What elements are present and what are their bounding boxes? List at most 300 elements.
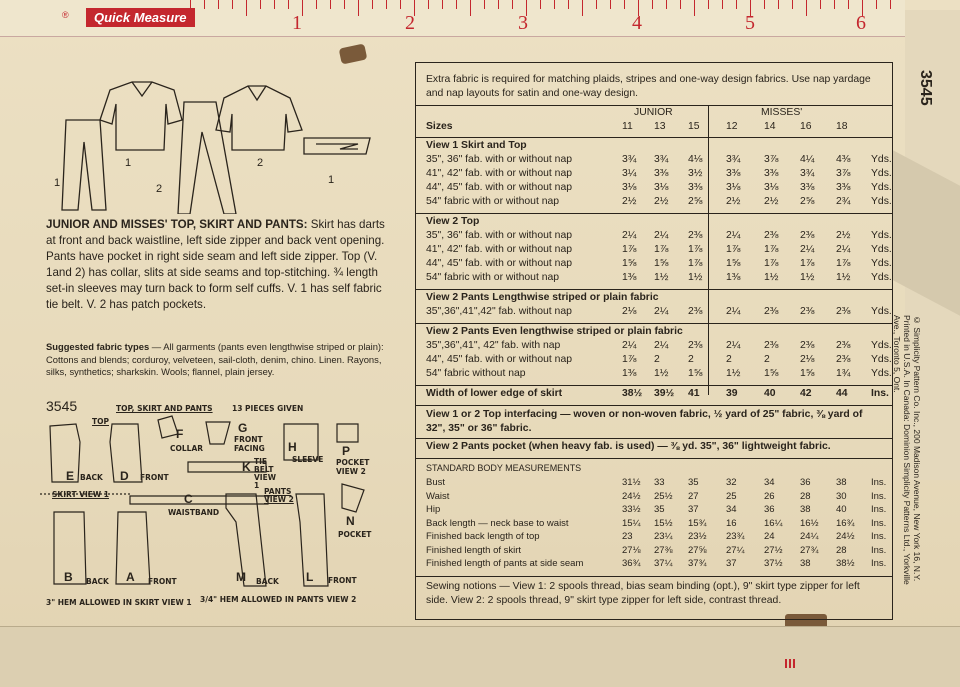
row-value: 34 <box>726 504 737 515</box>
row-value: 41 <box>688 388 700 399</box>
row-value: 1⅜ <box>622 272 637 283</box>
rule-line <box>416 576 892 577</box>
piece-label: POCKET VIEW 2 <box>336 458 370 476</box>
size-value: 11 <box>622 121 633 132</box>
row-value: 3¾ <box>654 154 669 165</box>
piece-letter: L <box>306 570 314 584</box>
row-value: 40 <box>836 504 847 515</box>
piece-label: BACK <box>86 577 109 586</box>
piece-letter: E <box>66 469 75 483</box>
ruler-tick <box>288 0 289 9</box>
row-value: 1⅞ <box>764 244 779 255</box>
ruler-tick <box>344 0 345 9</box>
ruler-tick <box>680 0 681 9</box>
row-value: 1⅝ <box>654 258 669 269</box>
ruler-number: 2 <box>405 12 415 34</box>
row-label: 44", 45" fab. with or without nap <box>426 258 573 269</box>
figure-label: 2 <box>257 157 264 169</box>
row-value: 36¾ <box>622 558 641 569</box>
size-value: 13 <box>654 121 666 132</box>
rule-line <box>416 405 892 406</box>
pattern-description <box>46 217 392 313</box>
row-value: 3⅞ <box>764 154 779 165</box>
row-label: 35", 36" fab. with or without nap <box>426 230 573 241</box>
row-value: 32 <box>726 477 737 488</box>
row-value: 1⅝ <box>622 258 637 269</box>
row-value: 44 <box>836 388 848 399</box>
piece-label: FRONT <box>328 576 357 585</box>
row-value: 38 <box>800 558 811 569</box>
row-value: 1½ <box>800 272 815 283</box>
piece-letter: B <box>64 570 73 584</box>
piece-label: TIE BELT VIEW 1 <box>254 457 276 490</box>
suggested-text: — All garments (pants even lengthwise striped or plain): Cottons and blends; corduroy, velveteen, sail-cloth, denim, chino. Linen. Rayons, silks, synthetics; sharkskin. Wools; flannel, plain jersey. <box>46 341 384 377</box>
row-value: 3¾ <box>622 154 637 165</box>
row-value: 33 <box>654 477 665 488</box>
section-title: View 2 Top <box>426 216 480 227</box>
ruler-number: 6 <box>856 12 866 34</box>
row-value: 2⅜ <box>800 340 815 351</box>
row-value: 2⅜ <box>688 230 703 241</box>
row-unit: Yds. <box>871 182 892 193</box>
ruler-tick <box>358 0 359 16</box>
row-value: 27 <box>688 490 699 502</box>
row-value: 25½ <box>654 490 673 502</box>
row-value: 3⅛ <box>654 182 669 193</box>
row-value: 1½ <box>654 368 669 379</box>
ruler-tick <box>190 0 191 16</box>
ruler-tick <box>232 0 233 9</box>
row-label: Finished back length of top <box>426 531 540 542</box>
chart-data-row <box>426 388 889 402</box>
row-value: 2⅜ <box>688 340 703 351</box>
ruler-tick <box>834 0 835 9</box>
row-value: 15½ <box>654 517 673 529</box>
body-row <box>426 558 886 572</box>
row-label: Bust <box>426 477 446 488</box>
row-label: 41", 42" fab. with or without nap <box>426 244 573 255</box>
row-value: 27½ <box>764 544 783 556</box>
body-row <box>426 504 886 518</box>
row-value: 1⅜ <box>622 368 637 379</box>
row-value: 3⅜ <box>836 182 851 193</box>
row-value: 2⅝ <box>800 196 815 207</box>
size-value: 18 <box>836 121 848 132</box>
row-label: 44", 45" fab. with or without nap <box>426 354 573 365</box>
body-row <box>426 545 886 559</box>
red-marks <box>785 659 797 668</box>
section-title: View 2 Pants Lengthwise striped or plain fabric <box>426 292 659 303</box>
row-label: 54" fabric with or without nap <box>426 196 560 207</box>
row-value: 1⅝ <box>688 368 703 379</box>
garment-sketches <box>40 72 400 214</box>
row-label: 35",36",41",42" fab. without nap <box>426 306 572 317</box>
row-value: 27⅜ <box>654 544 673 556</box>
row-value: 1½ <box>688 272 703 283</box>
row-label: 54" fabric without nap <box>426 368 526 379</box>
row-value: 1⅞ <box>688 258 703 269</box>
row-value: 1½ <box>836 272 851 283</box>
row-value: 2¼ <box>622 230 637 241</box>
ruler-tick <box>666 0 667 9</box>
chart-data-row <box>426 258 892 272</box>
rule-line <box>416 458 892 459</box>
chart-data-row <box>426 272 892 286</box>
row-label: Finished length of pants at side seam <box>426 558 584 569</box>
row-value: 23 <box>622 531 633 542</box>
row-value: 35 <box>654 504 665 515</box>
row-value: 2¼ <box>654 340 669 351</box>
ruler-tick <box>386 0 387 9</box>
row-value: 23½ <box>688 531 707 542</box>
row-value: 3⅛ <box>622 182 637 193</box>
piece-letter: G <box>238 421 248 435</box>
skirt-heading: SKIRT VIEW 1 <box>52 490 109 499</box>
row-unit: Yds. <box>871 196 892 207</box>
yardage-chart <box>415 62 893 620</box>
row-label: 35", 36" fab. with or without nap <box>426 154 573 165</box>
row-label: Width of lower edge of skirt <box>426 388 563 399</box>
row-value: 28 <box>836 544 847 556</box>
row-value: 2 <box>726 354 732 365</box>
row-value: 2⅛ <box>622 306 637 317</box>
row-value: 24½ <box>836 531 855 542</box>
piece-letter: M <box>236 570 246 584</box>
ruler-tick <box>708 0 709 9</box>
row-value: 2⅜ <box>800 306 815 317</box>
row-value: 1⅞ <box>622 354 637 365</box>
row-value: 28 <box>800 490 811 502</box>
piece-letter: D <box>120 469 129 483</box>
piece-label: FRONT <box>140 473 169 482</box>
body-row <box>426 491 886 505</box>
row-value: 37¾ <box>688 558 707 569</box>
row-value: 1¾ <box>836 368 851 379</box>
row-value: 1½ <box>726 368 741 379</box>
row-value: 25 <box>726 490 737 502</box>
ruler-tick <box>806 0 807 16</box>
row-value: 4¼ <box>800 154 815 165</box>
rule-line <box>416 438 892 439</box>
ruler-number: 1 <box>292 12 302 34</box>
row-value: 3⅛ <box>726 182 741 193</box>
piece-letter: F <box>176 427 184 441</box>
row-value: 2¼ <box>726 340 741 351</box>
row-label: Waist <box>426 490 450 502</box>
row-value: 37 <box>726 558 737 569</box>
row-value: 16½ <box>800 517 819 529</box>
ruler-tick <box>568 0 569 9</box>
row-value: 2⅜ <box>764 230 779 241</box>
ruler-tick <box>848 0 849 9</box>
ruler-label: Quick Measure <box>86 8 195 27</box>
row-value: 1⅞ <box>836 258 851 269</box>
piece-letter: P <box>342 444 351 458</box>
ruler-tick <box>330 0 331 9</box>
piece-label: COLLAR <box>170 444 204 453</box>
row-value: 2⅜ <box>836 340 851 351</box>
row-value: 2¼ <box>800 244 815 255</box>
row-value: 3½ <box>688 168 703 179</box>
chart-data-row <box>426 368 892 382</box>
ruler-tick <box>400 0 401 9</box>
row-value: 23¾ <box>726 531 745 542</box>
row-value: 38½ <box>622 388 643 399</box>
hem-note-skirt: 3" HEM ALLOWED IN SKIRT VIEW 1 <box>46 598 192 607</box>
row-label: Back length — neck base to waist <box>426 517 569 529</box>
chart-data-row <box>426 182 892 196</box>
pattern-number-side: 3545 <box>917 70 934 106</box>
row-value: 1⅞ <box>800 258 815 269</box>
row-label: 35",36",41", 42" fab. with nap <box>426 340 561 351</box>
row-value: 16 <box>726 517 737 529</box>
row-value: 37 <box>688 504 699 515</box>
ruler-tick <box>792 0 793 9</box>
row-value: 1½ <box>654 272 669 283</box>
row-value: 30 <box>836 490 847 502</box>
misses-header: MISSES' <box>761 107 803 118</box>
row-unit: Yds. <box>871 168 892 179</box>
row-value: 2 <box>688 354 694 365</box>
row-value: 36 <box>800 477 811 488</box>
row-value: 2⅜ <box>688 306 703 317</box>
row-value: 2¼ <box>836 244 851 255</box>
row-value: 2⅜ <box>764 306 779 317</box>
ruler-tick <box>652 0 653 9</box>
body-row <box>426 518 886 532</box>
piece-label: BACK <box>256 577 279 586</box>
row-value: 2⅜ <box>836 306 851 317</box>
piece-letter: K <box>242 460 251 474</box>
size-value: 14 <box>764 121 776 132</box>
row-label: 54" fabric with or without nap <box>426 272 560 283</box>
row-unit: Ins. <box>871 388 889 399</box>
row-value: 1⅝ <box>800 368 815 379</box>
row-value: 3¼ <box>622 168 637 179</box>
row-value: 37¼ <box>654 558 673 569</box>
ruler-tick <box>372 0 373 9</box>
row-value: 3⅜ <box>800 182 815 193</box>
rule-line <box>416 105 892 106</box>
row-value: 3⅜ <box>688 182 703 193</box>
ruler-tick <box>890 0 891 9</box>
ruler-tick <box>456 0 457 9</box>
row-value: 15¾ <box>688 517 707 529</box>
row-value: 3⅜ <box>654 168 669 179</box>
chart-data-row <box>426 306 892 320</box>
row-value: 27⅝ <box>688 544 707 556</box>
row-unit: Ins. <box>871 558 887 569</box>
body-row <box>426 531 886 545</box>
row-value: 2¼ <box>622 340 637 351</box>
row-label: Finished length of skirt <box>426 544 522 556</box>
ruler-tick <box>764 0 765 9</box>
row-value: 2 <box>764 354 770 365</box>
ruler-tick <box>694 0 695 16</box>
row-unit: Ins. <box>871 477 887 488</box>
interfacing-note: View 1 or 2 Top interfacing — woven or non-woven fabric, ½ yard of 25" fabric, ⅜ yard of 32", 35" or 36" fabric. <box>426 409 863 434</box>
ruler-tick <box>876 0 877 9</box>
size-value: 15 <box>688 121 700 132</box>
ruler-number: 3 <box>518 12 528 34</box>
row-value: 2 <box>654 354 660 365</box>
section-title: View 2 Pants Even lengthwise striped or plain fabric <box>426 326 683 337</box>
row-value: 16¾ <box>836 517 855 529</box>
ruler-tick <box>246 0 247 16</box>
ruler-tick <box>204 0 205 9</box>
ruler-tick <box>442 0 443 9</box>
ruler-tick <box>512 0 513 9</box>
row-value: 3¾ <box>800 168 815 179</box>
row-value: 33½ <box>622 504 641 515</box>
ruler-tick <box>610 0 611 9</box>
row-unit: Yds. <box>871 272 892 283</box>
row-value: 24½ <box>622 490 641 502</box>
row-unit: Yds. <box>871 244 892 255</box>
row-unit: Yds. <box>871 306 892 317</box>
row-value: 2⅜ <box>836 354 851 365</box>
row-value: 2½ <box>654 196 669 207</box>
chart-data-row <box>426 196 892 210</box>
envelope-bottom-flap <box>0 626 960 687</box>
hem-note-pants: 3/4" HEM ALLOWED IN PANTS VIEW 2 <box>200 595 357 604</box>
pieces-heading: TOP, SKIRT AND PANTS <box>116 404 213 413</box>
row-value: 27¼ <box>726 544 745 556</box>
figure-label: 1 <box>54 177 61 189</box>
row-value: 27⅛ <box>622 544 641 556</box>
row-value: 40 <box>764 388 776 399</box>
row-label: 44", 45" fab. with or without nap <box>426 182 573 193</box>
row-value: 1⅞ <box>764 258 779 269</box>
ruler-tick <box>540 0 541 9</box>
row-value: 3⅞ <box>836 168 851 179</box>
row-value: 2½ <box>726 196 741 207</box>
row-value: 31½ <box>622 477 641 488</box>
tape-stain <box>339 43 368 64</box>
ruler-number: 5 <box>745 12 755 34</box>
row-value: 38 <box>800 504 811 515</box>
row-unit: Ins. <box>871 490 887 502</box>
figure-label: 1 <box>125 157 132 169</box>
pieces-number: 3545 <box>46 398 78 414</box>
row-value: 35 <box>688 477 699 488</box>
row-value: 27¾ <box>800 544 819 556</box>
row-value: 2¼ <box>726 306 741 317</box>
row-value: 1⅞ <box>654 244 669 255</box>
body-row <box>426 477 886 491</box>
ruler-tick <box>484 0 485 9</box>
chart-intro: Extra fabric is required for matching plaids, stripes and one-way design fabrics. Use nap yardage and nap layouts for satin and one-way design. <box>426 74 871 99</box>
sewing-notions: Sewing notions — View 1: 2 spools thread, bias seam binding (opt.), 9" skirt type zipper for left side. View 2: 2 spools thread, 9" skirt type zipper for left side, contrast thread. <box>426 580 860 606</box>
row-unit: Ins. <box>871 517 887 529</box>
figure-label: 1 <box>328 174 335 186</box>
row-value: 2⅝ <box>688 196 703 207</box>
row-label: Hip <box>426 504 441 515</box>
row-value: 4⅛ <box>688 154 703 165</box>
row-value: 1⅝ <box>764 368 779 379</box>
description-text: Skirt has darts at front and back waistline, left side zipper and back vent opening. Pants have pocket in right side seam and left side zipper. Top (V. 1and 2) has collar, slits at side seams and top-stitching. ¾ length set-in sleeves may turn back to form self cuffs. V. 1 has self fabric tie belt. V. 2 has patch pockets. <box>46 218 385 311</box>
copyright-text: © Simplicity Pattern Co. Inc., 200 Madison Avenue, New York 16, N.Y. Printed in U.S.A. In Canada: Dominion Simplicity Patterns Ltd., Yorkville Ave., Toronto 5, Ont. <box>892 315 922 585</box>
row-value: 2¼ <box>654 230 669 241</box>
row-value: 2¼ <box>654 306 669 317</box>
row-value: 37½ <box>764 558 783 569</box>
ruler-tick <box>498 0 499 9</box>
registered-mark: ® <box>62 10 69 20</box>
chart-data-row <box>426 340 892 354</box>
row-value: 1⅞ <box>688 244 703 255</box>
row-unit: Yds. <box>871 354 892 365</box>
chart-data-row <box>426 154 892 168</box>
row-unit: Ins. <box>871 504 887 515</box>
row-value: 26 <box>764 490 775 502</box>
piece-letter: C <box>184 492 193 506</box>
row-value: 39½ <box>654 388 675 399</box>
row-value: 2⅜ <box>764 340 779 351</box>
row-value: 2¾ <box>836 196 851 207</box>
row-value: 2½ <box>836 230 851 241</box>
piece-label: SLEEVE <box>292 455 324 464</box>
ruler-tick <box>624 0 625 9</box>
chart-data-row <box>426 168 892 182</box>
figure-label: 2 <box>156 183 163 195</box>
row-value: 34 <box>764 477 775 488</box>
row-unit: Yds. <box>871 368 892 379</box>
row-value: 24¼ <box>800 531 819 542</box>
row-value: 39 <box>726 388 738 399</box>
row-value: 15¼ <box>622 517 641 529</box>
row-value: 16¼ <box>764 517 783 529</box>
row-value: 42 <box>800 388 812 399</box>
ruler-tick <box>260 0 261 9</box>
row-label: 41", 42" fab. with or without nap <box>426 168 573 179</box>
row-value: 3¾ <box>726 154 741 165</box>
row-value: 38 <box>836 477 847 488</box>
piece-letter: H <box>288 440 297 454</box>
row-value: 2⅛ <box>800 354 815 365</box>
row-value: 3⅛ <box>764 182 779 193</box>
row-value: 23¼ <box>654 531 673 542</box>
ruler-tick <box>554 0 555 9</box>
row-value: 3⅜ <box>764 168 779 179</box>
piece-label: FRONT FACING <box>234 435 265 453</box>
row-value: 24 <box>764 531 775 542</box>
pieces-count: 13 PIECES GIVEN <box>232 404 304 413</box>
rule-line <box>416 289 892 290</box>
suggested-fabrics <box>46 341 392 379</box>
size-value: 16 <box>800 121 812 132</box>
row-value: 38½ <box>836 558 855 569</box>
body-title: STANDARD BODY MEASUREMENTS <box>426 463 582 473</box>
row-value: 1⅜ <box>726 272 741 283</box>
ruler-number: 4 <box>632 12 642 34</box>
junior-header: JUNIOR <box>634 107 673 118</box>
piece-label: POCKET <box>338 530 372 539</box>
rule-line <box>416 137 892 138</box>
piece-label: BACK <box>80 473 103 482</box>
suggested-label: Suggested fabric types <box>46 341 150 352</box>
ruler-tick <box>820 0 821 9</box>
rule-line <box>416 385 892 386</box>
ruler-tick <box>778 0 779 9</box>
ruler-tick <box>302 0 303 16</box>
pieces-top: TOP <box>92 417 109 426</box>
row-unit: Yds. <box>871 340 892 351</box>
row-unit: Yds. <box>871 154 892 165</box>
chart-data-row <box>426 230 892 244</box>
row-value: 3⅜ <box>726 168 741 179</box>
row-value: 1⅝ <box>726 258 741 269</box>
row-value: 4⅜ <box>836 154 851 165</box>
